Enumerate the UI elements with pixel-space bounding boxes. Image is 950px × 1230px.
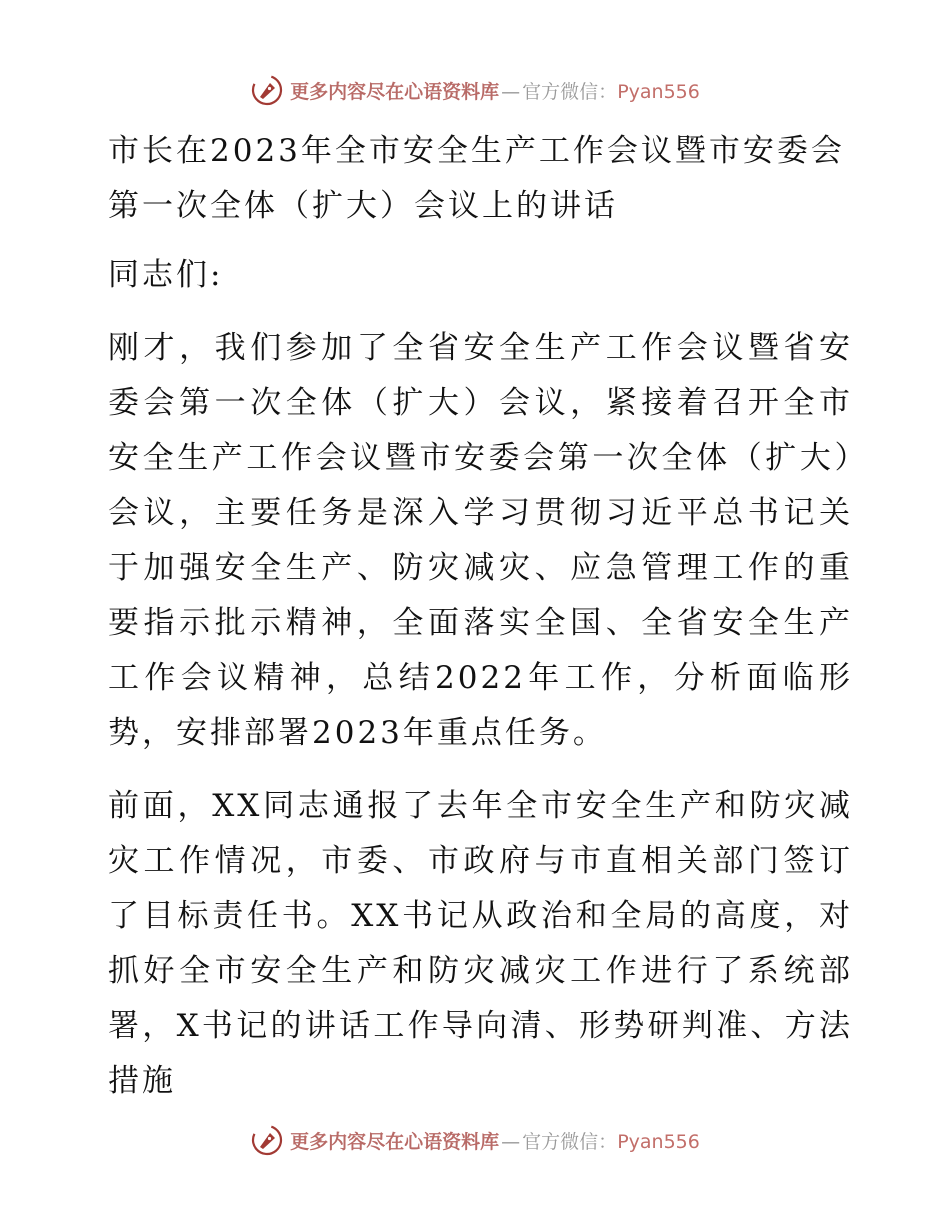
watermark-separator: — [501,80,521,103]
footer-watermark-banner [0,1120,950,1160]
document-body [98,124,853,1127]
watermark-label: 官方微信： [522,1130,618,1153]
watermark-wechat-id: Pyan556 [617,1130,700,1153]
pen-nib-logo-icon [250,1123,284,1157]
watermark-main-text: 更多内容尽在心语资料库 [290,1130,500,1153]
watermark-text [290,77,700,104]
watermark-separator: — [501,1130,521,1153]
watermark-label: 官方微信： [522,80,618,103]
watermark-main-text: 更多内容尽在心语资料库 [290,80,500,103]
salutation: 同志们: [108,257,224,293]
header-watermark-banner [0,70,950,110]
paragraph-1: 刚才，我们参加了全省安全生产工作会议暨省安委会第一次全体（扩大）会议，紧接着召开全市安全生产工作会议暨市安委会第一次全体（扩大）会议，主要任务是深入学习贯彻习近平总书记关于加强安全生产、防灾减灾、应急管理工作的重要指示批示精神，全面落实全国、全省安全生产工作会议精神，总结2022年工作，分析面临形势，安排部署2023年重点任务。 [108,330,853,751]
watermark-wechat-id: Pyan556 [617,80,700,103]
pen-nib-logo-icon [250,73,284,107]
paragraph-2: 前面，XX同志通报了去年全市安全生产和防灾减灾工作情况，市委、市政府与市直相关部门签订了目标责任书。XX书记从政治和全局的高度，对抓好全市安全生产和防灾减灾工作进行了系统部署，X书记的讲话工作导向清、形势研判准、方法措施 [108,788,853,1099]
document-title: 市长在2023年全市安全生产工作会议暨市安委会第一次全体（扩大）会议上的讲话 [108,133,845,224]
watermark-text [290,1127,700,1154]
